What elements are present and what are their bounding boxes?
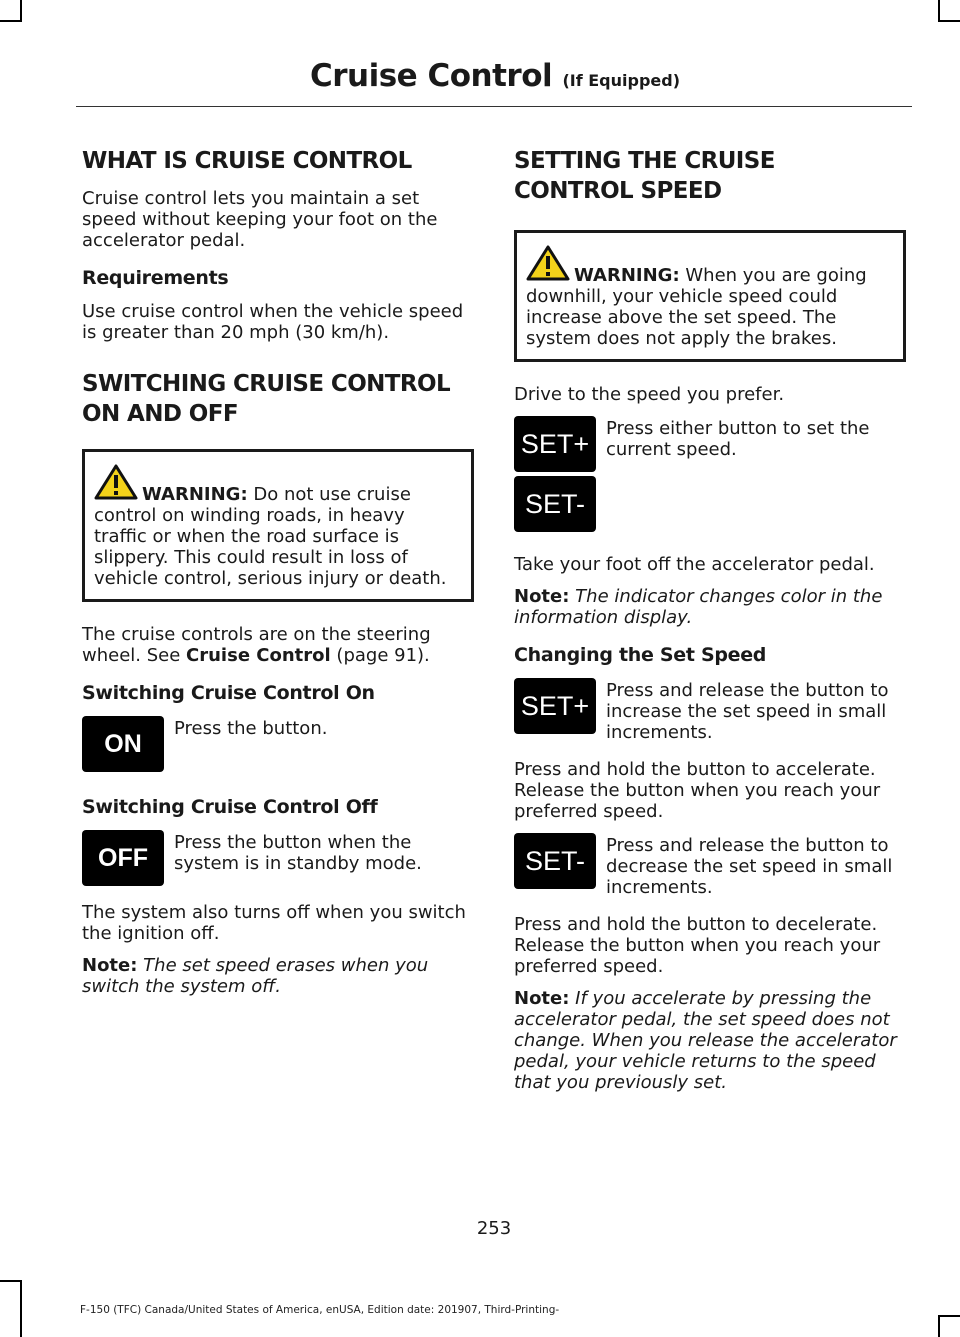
switch-off-heading: Switching Cruise Control Off <box>82 796 378 818</box>
note-label: Note: <box>514 586 570 607</box>
warning-text: Do not use cruise control on winding roads, in heavy traffic or when the road surface is slippery. This could result in loss of vehicle control, serious injury or death. <box>94 484 447 589</box>
note-paragraph <box>514 988 906 1093</box>
crop-mark <box>20 0 22 22</box>
warning-label: WARNING: <box>574 265 680 286</box>
increase-text: Press and release the button to increase the set speed in small increments. <box>606 680 889 743</box>
section-title-line: SETTING THE CRUISE <box>514 148 775 174</box>
crop-mark <box>938 1315 960 1317</box>
set-plus-button-icon: SET+ <box>514 416 596 472</box>
set-minus-row <box>514 476 906 532</box>
set-minus-button-icon: SET- <box>514 833 596 889</box>
warning-box <box>82 449 474 602</box>
note-paragraph <box>82 955 474 997</box>
decrease-text: Press and release the button to decrease the set speed in small increments. <box>606 835 893 898</box>
section-title-setting <box>514 146 906 206</box>
left-column <box>82 146 474 1008</box>
increase-row <box>514 678 906 743</box>
edition-footer: F-150 (TFC) Canada/United States of America, enUSA, Edition date: 201907, Third-Printing- <box>80 1304 560 1316</box>
changing-speed-heading: Changing the Set Speed <box>514 644 767 666</box>
set-plus-row <box>514 416 906 472</box>
on-button-icon: ON <box>82 716 164 772</box>
foot-paragraph: Take your foot off the accelerator pedal. <box>514 554 875 575</box>
drive-paragraph: Drive to the speed you prefer. <box>514 384 785 405</box>
requirements-paragraph: Use cruise control when the vehicle speed is greater than 20 mph (30 km/h). <box>82 301 464 343</box>
note-text: The indicator changes color in the information display. <box>514 586 883 628</box>
steering-page-ref: (page 91). <box>330 645 430 666</box>
header-title: Cruise Control <box>309 58 553 94</box>
what-is-paragraph: Cruise control lets you maintain a set speed without keeping your foot on the accelerator pedal. <box>82 188 438 251</box>
crop-mark <box>938 20 960 22</box>
press-either-text: Press either button to set the current speed. <box>606 418 870 460</box>
warning-head <box>94 464 142 500</box>
set-plus-button-icon: SET+ <box>514 678 596 734</box>
cross-reference-link[interactable]: Cruise Control <box>186 645 331 666</box>
section-title-line: SWITCHING CRUISE CONTROL <box>82 371 450 397</box>
crop-mark <box>0 20 22 22</box>
note-label: Note: <box>82 955 138 976</box>
right-column <box>514 146 906 1104</box>
header-divider <box>76 106 912 107</box>
steering-text: The cruise controls are on the steering wheel. See <box>82 624 431 666</box>
note-paragraph <box>514 586 906 628</box>
page-header <box>0 58 960 94</box>
warning-triangle-icon <box>526 245 570 281</box>
switch-on-heading: Switching Cruise Control On <box>82 682 375 704</box>
section-title-what-is: WHAT IS CRUISE CONTROL <box>82 148 412 174</box>
crop-mark <box>938 1315 940 1337</box>
section-title-line: ON AND OFF <box>82 401 238 427</box>
ignition-paragraph: The system also turns off when you switch the ignition off. <box>82 902 466 944</box>
warning-label: WARNING: <box>142 484 248 505</box>
page-number: 253 <box>476 1218 512 1239</box>
decelerate-paragraph: Press and hold the button to decelerate. Release the button when you reach your preferred speed. <box>514 914 881 977</box>
off-button-row <box>82 830 474 886</box>
header-subtitle: (If Equipped) <box>562 71 681 90</box>
off-button-text: Press the button when the system is in standby mode. <box>174 832 422 874</box>
steering-paragraph <box>82 624 474 666</box>
off-button-icon: OFF <box>82 830 164 886</box>
crop-mark <box>0 1280 22 1282</box>
warning-head <box>526 245 574 281</box>
accelerate-paragraph: Press and hold the button to accelerate. Release the button when you reach your preferred speed. <box>514 759 881 822</box>
on-button-row <box>82 716 474 772</box>
decrease-row <box>514 833 906 898</box>
crop-mark <box>20 1280 22 1337</box>
on-button-text: Press the button. <box>174 718 328 739</box>
section-title-line: CONTROL SPEED <box>514 178 722 204</box>
set-minus-button-icon: SET- <box>514 476 596 532</box>
note-label: Note: <box>514 988 570 1009</box>
section-title-switching <box>82 369 474 429</box>
note-text: If you accelerate by pressing the accelerator pedal, the set speed does not change. When you release the accelerator pedal, your vehicle returns to the speed that you previously set. <box>514 988 897 1093</box>
note-text: The set speed erases when you switch the system off. <box>82 955 429 997</box>
crop-mark <box>938 0 940 22</box>
requirements-heading: Requirements <box>82 267 229 289</box>
warning-box <box>514 230 906 362</box>
warning-text: When you are going downhill, your vehicle speed could increase above the set speed. The system does not apply the brakes. <box>526 265 867 349</box>
warning-triangle-icon <box>94 464 138 500</box>
